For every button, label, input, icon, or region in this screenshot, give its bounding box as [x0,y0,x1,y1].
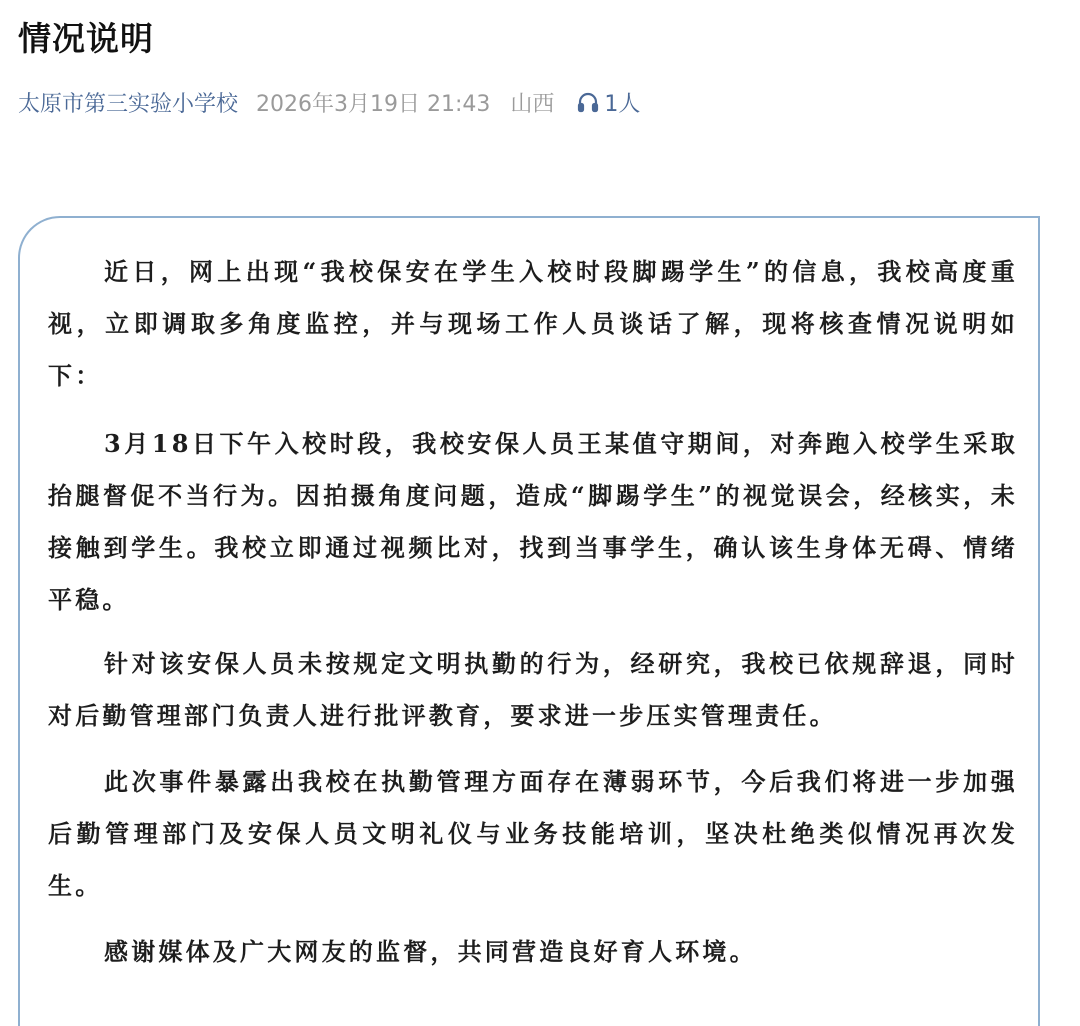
paragraph: 近日，网上出现“我校保安在学生入校时段脚踢学生”的信息，我校高度重视，立即调取多角度监控，并与现场工作人员谈话了解，现将核查情况说明如下： [48,257,1018,390]
article-body [18,216,1040,1026]
headphones-icon [576,90,600,114]
paragraph: 此次事件暴露出我校在执勤管理方面存在薄弱环节，今后我们将进一步加强后勤管理部门及安保人员文明礼仪与业务技能培训，坚决杜绝类似情况再次发生。 [48,767,1018,900]
paragraph: 针对该安保人员未按规定文明执勤的行为，经研究，我校已依规辞退，同时对后勤管理部门负责人进行批评教育，要求进一步压实管理责任。 [48,649,1018,730]
article-meta [18,84,640,120]
source-link[interactable]: 太原市第三实验小学校 [18,91,239,117]
paragraph: 感谢媒体及广大网友的监督，共同营造良好育人环境。 [104,937,757,966]
listen-button[interactable] [576,87,640,118]
paragraph: 3月18日下午入校时段，我校安保人员王某值守期间，对奔跑入校学生采取抬腿督促不当行为。因拍摄角度问题，造成“脚踢学生”的视觉误会，经核实，未接触到学生。我校立即通过视频比对，找到当事学生，确认该生身体无碍、情绪平稳。 [48,429,1018,614]
listen-count: 1人 [604,91,641,117]
publish-datetime: 2026年3月19日 21:43 [256,91,491,117]
page-title: 情况说明 [18,19,154,58]
region-label: 山西 [510,91,555,117]
